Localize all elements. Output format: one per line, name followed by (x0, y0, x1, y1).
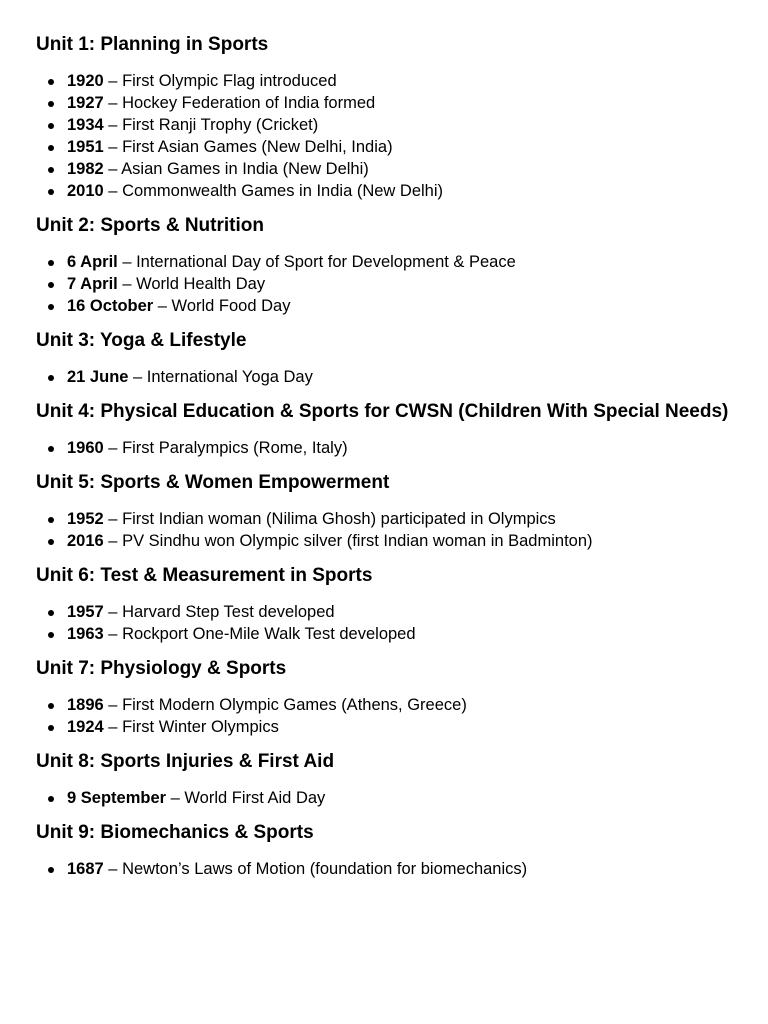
item-key: 2010 (67, 182, 104, 200)
item-key: 1934 (67, 116, 104, 134)
item-key: 2016 (67, 532, 104, 550)
unit-heading: Unit 6: Test & Measurement in Sports (36, 565, 373, 586)
unit-heading: Unit 7: Physiology & Sports (36, 658, 287, 679)
bullet-icon (48, 725, 54, 731)
item-key: 1952 (67, 510, 104, 528)
unit-section (36, 471, 732, 552)
bullet-icon (48, 282, 54, 288)
item-text: – First Modern Olympic Games (Athens, Greece) (103, 696, 467, 714)
list-item (36, 136, 732, 158)
bullet-icon (48, 610, 54, 616)
item-key: 21 June (67, 368, 129, 386)
bullet-icon (48, 304, 54, 310)
item-text: – First Paralympics (Rome, Italy) (103, 439, 348, 457)
unit-list (36, 694, 732, 738)
item-key: 1896 (67, 696, 104, 714)
unit-heading: Unit 5: Sports & Women Empowerment (36, 472, 390, 493)
item-key: 1960 (67, 439, 104, 457)
list-item (36, 273, 732, 295)
item-text: – World Health Day (117, 275, 266, 293)
unit-section (36, 33, 732, 202)
item-text: – Harvard Step Test developed (103, 603, 335, 621)
list-item (36, 92, 732, 114)
bullet-icon (48, 260, 54, 266)
unit-section (36, 750, 732, 809)
unit-heading: Unit 3: Yoga & Lifestyle (36, 330, 247, 351)
unit-section (36, 400, 732, 459)
unit-section (36, 214, 732, 317)
bullet-icon (48, 703, 54, 709)
item-key: 7 April (67, 275, 118, 293)
item-text: – First Ranji Trophy (Cricket) (103, 116, 319, 134)
list-item (36, 70, 732, 92)
unit-list (36, 437, 732, 459)
bullet-icon (48, 145, 54, 151)
list-item (36, 694, 732, 716)
item-text: – First Indian woman (Nilima Ghosh) participated in Olympics (103, 510, 556, 528)
item-key: 6 April (67, 253, 118, 271)
item-text: – Commonwealth Games in India (New Delhi) (103, 182, 444, 200)
list-item (36, 530, 732, 552)
bullet-icon (48, 123, 54, 129)
bullet-icon (48, 796, 54, 802)
unit-list (36, 858, 732, 880)
list-item (36, 366, 732, 388)
item-text: – International Day of Sport for Development & Peace (117, 253, 516, 271)
list-item (36, 158, 732, 180)
item-text: – Newton’s Laws of Motion (foundation for biomechanics) (103, 860, 528, 878)
item-text: – Rockport One-Mile Walk Test developed (103, 625, 416, 643)
item-text: – International Yoga Day (128, 368, 313, 386)
list-item (36, 251, 732, 273)
list-item (36, 295, 732, 317)
item-text: – First Asian Games (New Delhi, India) (103, 138, 393, 156)
list-item (36, 858, 732, 880)
item-key: 1963 (67, 625, 104, 643)
unit-section (36, 564, 732, 645)
item-key: 1982 (67, 160, 104, 178)
unit-heading: Unit 9: Biomechanics & Sports (36, 822, 314, 843)
bullet-icon (48, 79, 54, 85)
bullet-icon (48, 517, 54, 523)
item-text: – Asian Games in India (New Delhi) (103, 160, 369, 178)
item-key: 1951 (67, 138, 104, 156)
unit-section (36, 821, 732, 880)
list-item (36, 787, 732, 809)
item-text: – First Olympic Flag introduced (103, 72, 337, 90)
unit-list (36, 251, 732, 317)
bullet-icon (48, 101, 54, 107)
bullet-icon (48, 632, 54, 638)
item-key: 16 October (67, 297, 154, 315)
item-text: – World First Aid Day (166, 789, 326, 807)
item-text: – Hockey Federation of India formed (103, 94, 376, 112)
list-item (36, 623, 732, 645)
item-key: 1927 (67, 94, 104, 112)
unit-section (36, 329, 732, 388)
list-item (36, 716, 732, 738)
item-key: 1957 (67, 603, 104, 621)
item-key: 1920 (67, 72, 104, 90)
list-item (36, 180, 732, 202)
bullet-icon (48, 167, 54, 173)
list-item (36, 114, 732, 136)
unit-list (36, 70, 732, 202)
item-key: 1924 (67, 718, 104, 736)
unit-heading: Unit 2: Sports & Nutrition (36, 215, 264, 236)
bullet-icon (48, 867, 54, 873)
item-text: – PV Sindhu won Olympic silver (first Indian woman in Badminton) (103, 532, 593, 550)
bullet-icon (48, 539, 54, 545)
unit-heading: Unit 1: Planning in Sports (36, 34, 269, 55)
unit-list (36, 787, 732, 809)
unit-list (36, 366, 732, 388)
item-key: 9 September (67, 789, 167, 807)
unit-heading: Unit 8: Sports Injuries & First Aid (36, 751, 335, 772)
list-item (36, 437, 732, 459)
unit-list (36, 508, 732, 552)
list-item (36, 508, 732, 530)
item-text: – World Food Day (153, 297, 291, 315)
unit-section (36, 657, 732, 738)
list-item (36, 601, 732, 623)
item-text: – First Winter Olympics (103, 718, 279, 736)
item-key: 1687 (67, 860, 104, 878)
unit-heading: Unit 4: Physical Education & Sports for CWSN (Children With Special Needs) (36, 401, 729, 422)
bullet-icon (48, 375, 54, 381)
bullet-icon (48, 446, 54, 452)
unit-list (36, 601, 732, 645)
bullet-icon (48, 189, 54, 195)
